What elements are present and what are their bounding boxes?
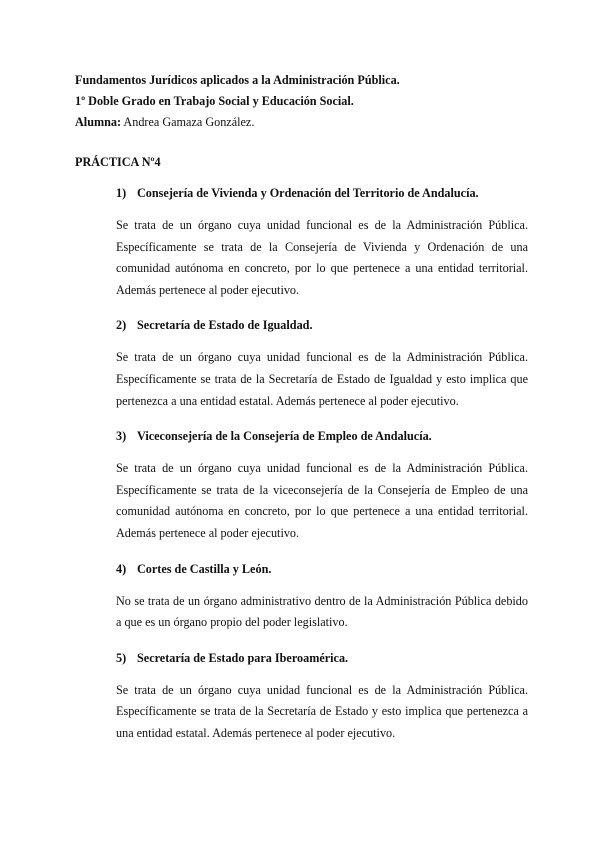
section-body: No se trata de un órgano administrativo dentro de la Administración Pública debido a que es un órgano propio del poder legislativo. [116, 593, 528, 630]
section-4 [116, 559, 528, 634]
section-2 [116, 315, 528, 412]
section-number: 4) [116, 561, 127, 576]
degree-title: 1º Doble Grado en Trabajo Social y Educación Social. [75, 94, 354, 108]
section-number: 3) [116, 429, 127, 444]
section-5 [116, 648, 528, 745]
sections-list [116, 183, 528, 745]
student-label: Alumna: [75, 115, 122, 129]
section-heading [116, 648, 528, 668]
section-heading [116, 559, 528, 579]
course-title: Fundamentos Jurídicos aplicados a la Administración Pública. [75, 73, 400, 87]
section-number: 1) [116, 186, 127, 200]
section-body: Se trata de un órgano cuya unidad funcional es de la Administración Pública. Específicamente se trata de la Consejería de Vivienda y Ordenación de una comunidad autónoma en concreto, por lo que pertenece a una entidad territorial. Además pertenece al poder ejecutivo. [116, 218, 528, 297]
section-title: Viceconsejería de la Consejería de Empleo de Andalucía. [137, 429, 432, 444]
practice-title: PRÁCTICA Nº4 [75, 155, 161, 169]
section-title: Consejería de Vivienda y Ordenación del Territorio de Andalucía. [137, 186, 479, 200]
document-header [75, 70, 535, 133]
section-number: 5) [116, 650, 127, 665]
section-body: Se trata de un órgano cuya unidad funcional es de la Administración Pública. Específicamente se trata de la Secretaría de Estado y esto implica que pertenezca a una entidad estatal. Además pertenece al poder ejecutivo. [116, 682, 528, 740]
section-title: Cortes de Castilla y León. [137, 561, 272, 576]
section-heading [116, 183, 528, 203]
section-body: Se trata de un órgano cuya unidad funcional es de la Administración Pública. Específicamente se trata de la viceconsejería de la Consejería de Empleo de una comunidad autónoma en concreto, por lo que pertenece a una entidad territorial. Además pertenece al poder ejecutivo. [116, 461, 528, 540]
section-heading [116, 315, 528, 335]
section-heading [116, 426, 528, 446]
section-title: Secretaría de Estado para Iberoamérica. [137, 650, 349, 665]
section-body: Se trata de un órgano cuya unidad funcional es de la Administración Pública. Específicamente se trata de la Secretaría de Estado de Igualdad y esto implica que pertenezca a una entidad estatal. Además pertenece al poder ejecutivo. [116, 350, 528, 408]
section-3 [116, 426, 528, 544]
section-1 [116, 183, 528, 301]
section-title: Secretaría de Estado de Igualdad. [137, 318, 313, 333]
student-line [75, 112, 535, 133]
student-name: Andrea Gamaza González. [121, 115, 255, 129]
section-number: 2) [116, 318, 127, 333]
